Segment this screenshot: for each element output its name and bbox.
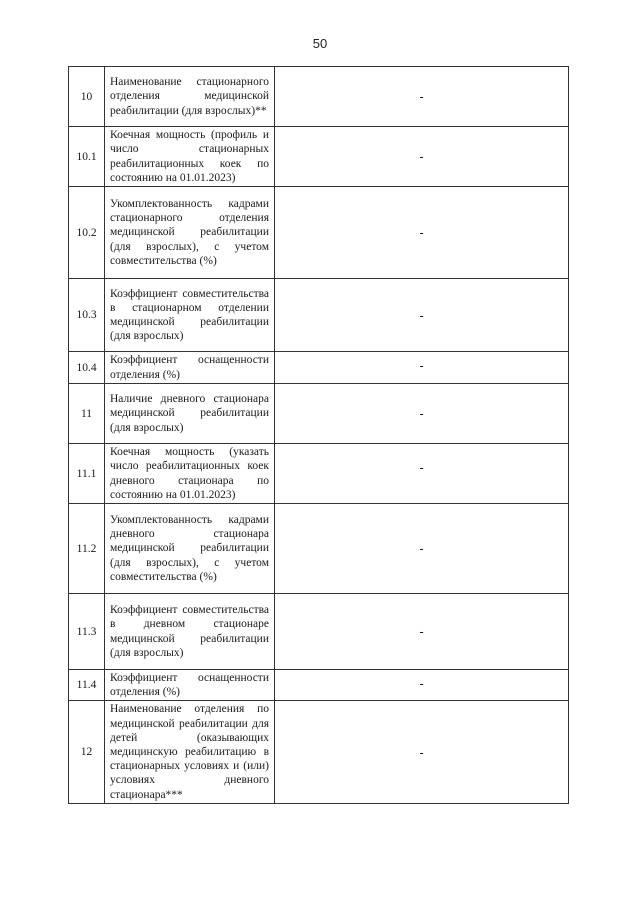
row-number: 10.2: [69, 187, 105, 279]
indicator-table: [68, 66, 569, 804]
table-row: [69, 701, 569, 803]
row-label: Коэффициент совместительства в дневном стационаре медицинской реабилитации (для взрослых): [105, 594, 275, 670]
row-label: Коечная мощность (указать число реабилитационных коек дневного стационара по состоянию на 01.01.2023): [105, 444, 275, 504]
row-label: Коэффициент оснащенности отделения (%): [105, 670, 275, 701]
table-row: [69, 352, 569, 384]
table-row: [69, 670, 569, 701]
row-value: -: [275, 701, 569, 803]
row-number: 10.4: [69, 352, 105, 384]
row-label: Коэффициент совместительства в стационарном отделении медицинской реабилитации (для взрослых): [105, 279, 275, 352]
row-value: -: [275, 279, 569, 352]
row-label: Коэффициент оснащенности отделения (%): [105, 352, 275, 384]
row-value: -: [275, 187, 569, 279]
row-label: Наименование отделения по медицинской реабилитации для детей (оказывающих медицинскую реабилитацию в стационарных условиях и (или) условиях дневного стационара***: [105, 701, 275, 803]
table-row: [69, 187, 569, 279]
row-label: Наличие дневного стационара медицинской реабилитации (для взрослых): [105, 384, 275, 444]
row-number: 12: [69, 701, 105, 803]
table-row: [69, 67, 569, 127]
row-number: 11.1: [69, 444, 105, 504]
table-row: [69, 127, 569, 187]
row-value: -: [275, 670, 569, 701]
table-row: [69, 384, 569, 444]
row-number: 10.3: [69, 279, 105, 352]
table-row: [69, 594, 569, 670]
table-row: [69, 279, 569, 352]
row-number: 10.1: [69, 127, 105, 187]
row-value: -: [275, 352, 569, 384]
row-number: 10: [69, 67, 105, 127]
row-value: -: [275, 444, 569, 504]
table-row: [69, 504, 569, 594]
row-number: 11.3: [69, 594, 105, 670]
row-value: -: [275, 504, 569, 594]
row-label: Наименование стационарного отделения медицинской реабилитации (для взрослых)**: [105, 67, 275, 127]
row-number: 11: [69, 384, 105, 444]
row-value: -: [275, 67, 569, 127]
row-value: -: [275, 384, 569, 444]
row-number: 11.4: [69, 670, 105, 701]
table-row: [69, 444, 569, 504]
page-number: 50: [312, 36, 328, 51]
row-label: Укомплектованность кадрами дневного стационара медицинской реабилитации (для взрослых), с учетом совместительства (%): [105, 504, 275, 594]
row-number: 11.2: [69, 504, 105, 594]
row-value: -: [275, 594, 569, 670]
row-label: Укомплектованность кадрами стационарного отделения медицинской реабилитации (для взрослых), с учетом совместительства (%): [105, 187, 275, 279]
row-value: -: [275, 127, 569, 187]
row-label: Коечная мощность (профиль и число стационарных реабилитационных коек по состоянию на 01.01.2023): [105, 127, 275, 187]
